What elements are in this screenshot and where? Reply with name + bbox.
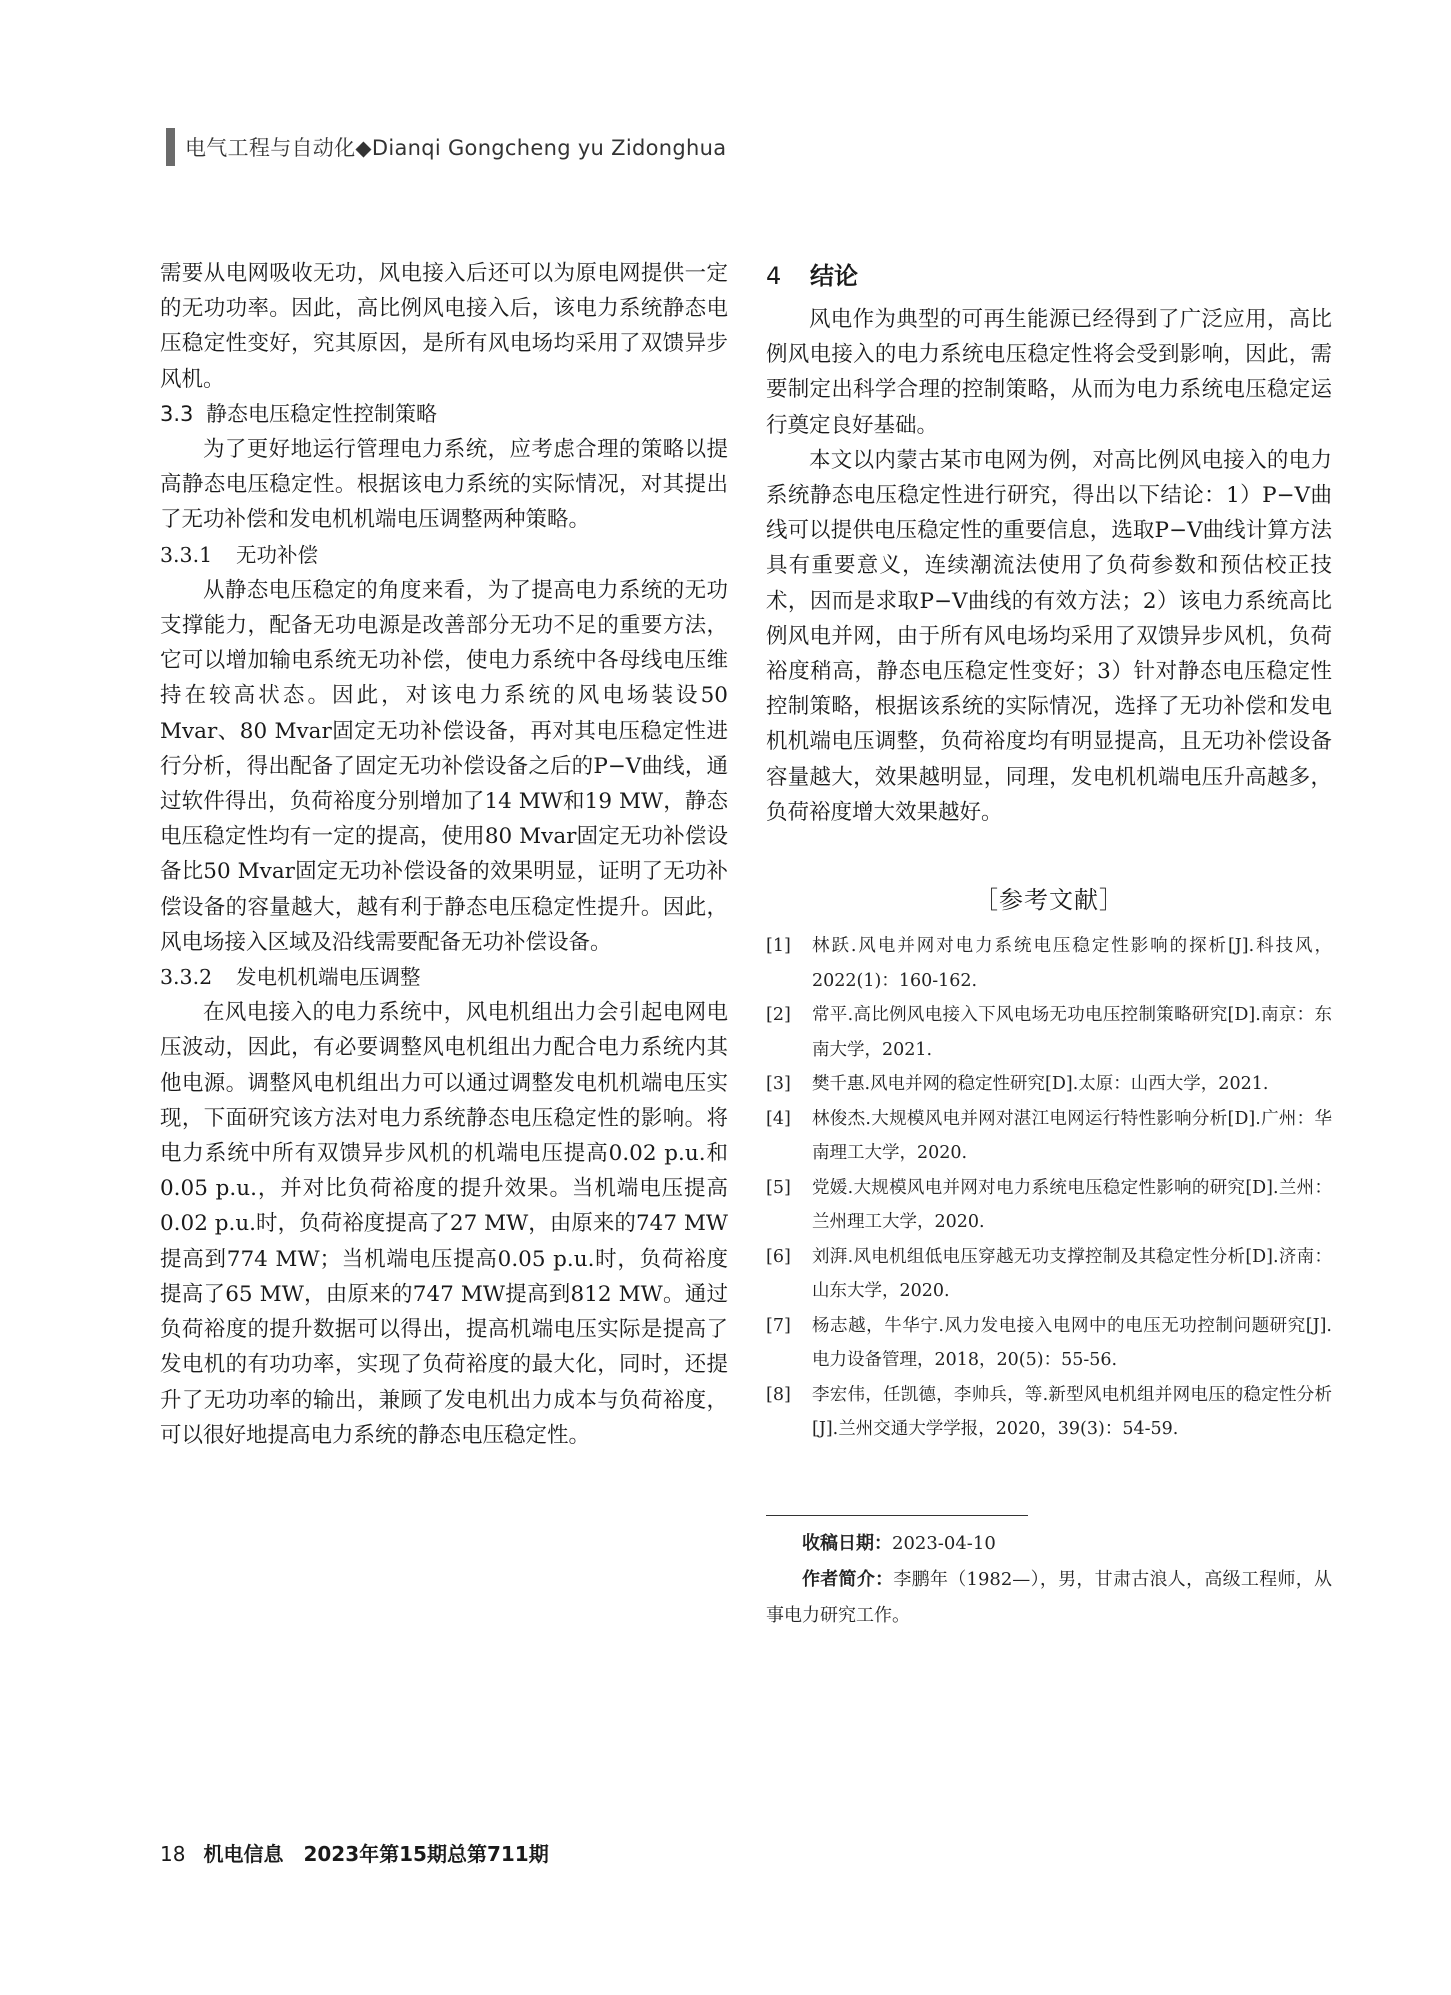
section-heading-3-3-2 <box>160 960 728 995</box>
reference-text: 党媛.大规模风电并网对电力系统电压稳定性影响的研究[D].兰州：兰州理工大学，2020. <box>812 1177 1332 1233</box>
reference-item <box>766 929 1332 998</box>
reference-number: [8] <box>766 1384 791 1405</box>
paragraph: 从静态电压稳定的角度来看，为了提高电力系统的无功支撑能力，配备无功电源是改善部分无功不足的重要方法，它可以增加输电系统无功补偿，使电力系统中各母线电压维持在较高状态。因此，对该电力系统的风电场装设50 Mvar、80 Mvar固定无功补偿设备，再对其电压稳定性进行分析，得出配备了固定无功补偿设备之后的P−V曲线，通过软件得出，负荷裕度分别增加了14 MW和19 MW，静态电压稳定性均有一定的提高，使用80 Mvar固定无功补偿设备比50 Mvar固定无功补偿设备的效果明显，证明了无功补偿设备的容量越大，越有利于静态电压稳定性提升。因此，风电场接入区域及沿线需要配备无功补偿设备。 <box>160 577 728 955</box>
section-heading-4 <box>766 256 1332 296</box>
received-label: 收稿日期： <box>802 1532 892 1554</box>
reference-text: 刘湃.风电机组低电压穿越无功支撑控制及其稳定性分析[D].济南：山东大学，2020. <box>812 1246 1332 1302</box>
page-footer <box>160 1838 549 1867</box>
author-label: 作者简介： <box>802 1568 894 1590</box>
section-heading-3-3-1 <box>160 538 728 573</box>
paragraph: 需要从电网吸收无功，风电接入后还可以为原电网提供一定的无功功率。因此，高比例风电接入后，该电力系统静态电压稳定性变好，究其原因，是所有风电场均采用了双馈异步风机。 <box>160 261 728 392</box>
reference-text: 杨志越，牛华宁.风力发电接入电网中的电压无功控制问题研究[J].电力设备管理，2018，20(5)：55-56. <box>812 1315 1332 1371</box>
running-header <box>166 128 726 166</box>
reference-item <box>766 1171 1332 1240</box>
journal-title: 电气工程与自动化◆Dianqi Gongcheng yu Zidonghua <box>185 136 727 160</box>
received-date: 2023-04-10 <box>892 1532 996 1554</box>
reference-number: [3] <box>766 1074 791 1095</box>
paragraph: 风电作为典型的可再生能源已经得到了广泛应用，高比例风电接入的电力系统电压稳定性将会受到影响，因此，需要制定出科学合理的控制策略，从而为电力系统电压稳定运行奠定良好基础。 <box>766 307 1332 438</box>
reference-item <box>766 1240 1332 1309</box>
reference-text: 常平.高比例风电接入下风电场无功电压控制策略研究[D].南京：东南大学，2021. <box>812 1005 1332 1060</box>
reference-number: [4] <box>766 1108 791 1129</box>
section-number: 3.3 <box>160 401 194 426</box>
issue-info: 机电信息 2023年第15期总第711期 <box>203 1842 549 1866</box>
section-number: 3.3.2 <box>160 965 213 990</box>
reference-text: 李宏伟，任凯德，李帅兵，等.新型风电机组并网电压的稳定性分析[J].兰州交通大学学报，2020，39(3)：54-59. <box>812 1384 1332 1440</box>
paragraph: 为了更好地运行管理电力系统，应考虑合理的策略以提高静态电压稳定性。根据该电力系统的实际情况，对其提出了无功补偿和发电机机端电压调整两种策略。 <box>160 437 728 533</box>
section-number: 4 <box>766 262 782 290</box>
reference-item <box>766 1067 1332 1102</box>
reference-number: [7] <box>766 1315 791 1336</box>
reference-number: [2] <box>766 1005 791 1026</box>
section-title: 无功补偿 <box>236 542 318 567</box>
section-title: 静态电压稳定性控制策略 <box>206 401 437 426</box>
right-column <box>766 256 1332 1634</box>
reference-item <box>766 1378 1332 1447</box>
author-info: 李鹏年（1982—），男，甘肃古浪人，高级工程师，从事电力研究工作。 <box>766 1568 1333 1626</box>
left-column <box>160 256 728 1453</box>
author-note <box>766 1562 1332 1634</box>
reference-item <box>766 1102 1332 1171</box>
reference-number: [1] <box>766 936 791 957</box>
references-list <box>766 929 1332 1447</box>
section-title: 结论 <box>810 262 858 290</box>
footnote-divider <box>766 1515 1028 1516</box>
reference-item <box>766 998 1332 1067</box>
section-number: 3.3.1 <box>160 542 213 567</box>
section-title: 发电机机端电压调整 <box>236 965 421 990</box>
section-heading-3-3 <box>160 397 728 432</box>
received-date-note <box>766 1526 1332 1562</box>
paragraph: 本文以内蒙古某市电网为例，对高比例风电接入的电力系统静态电压稳定性进行研究，得出以下结论：1）P−V曲线可以提供电压稳定性的重要信息，选取P−V曲线计算方法具有重要意义，连续潮流法使用了负荷参数和预估校正技术，因而是求取P−V曲线的有效方法；2）该电力系统高比例风电并网，由于所有风电场均采用了双馈异步风机，负荷裕度稍高，静态电压稳定性变好；3）针对静态电压稳定性控制策略，根据该系统的实际情况，选择了无功补偿和发电机机端电压调整，负荷裕度均有明显提高，且无功补偿设备容量越大，效果越明显，同理，发电机机端电压升高越多，负荷裕度增大效果越好。 <box>766 447 1332 825</box>
header-bar <box>166 128 175 166</box>
reference-number: [5] <box>766 1177 791 1198</box>
reference-item <box>766 1309 1332 1378</box>
page-number: 18 <box>160 1842 186 1866</box>
reference-text: 林俊杰.大规模风电并网对湛江电网运行特性影响分析[D].广州：华南理工大学，2020. <box>812 1108 1332 1164</box>
paragraph: 在风电接入的电力系统中，风电机组出力会引起电网电压波动，因此，有必要调整风电机组出力配合电力系统内其他电源。调整风电机组出力可以通过调整发电机机端电压实现，下面研究该方法对电力系统静态电压稳定性的影响。将电力系统中所有双馈异步风机的机端电压提高0.02 p.u.和0.05 p.u.，并对比负荷裕度的提升效果。当机端电压提高0.02 p.u.时，负荷裕度提高了27 MW，由原来的747 MW提高到774 MW；当机端电压提高0.05 p.u.时，负荷裕度提高了65 MW，由原来的747 MW提高到812 MW。通过负荷裕度的提升数据可以得出，提高机端电压实际是提高了发电机的有功功率，实现了负荷裕度的最大化，同时，还提升了无功功率的输出，兼顾了发电机出力成本与负荷裕度，可以很好地提高电力系统的静态电压稳定性。 <box>160 1000 728 1448</box>
reference-text: 樊千惠.风电并网的稳定性研究[D].太原：山西大学，2021. <box>812 1074 1269 1095</box>
references-heading: ［参考文献］ <box>974 886 1124 915</box>
reference-text: 林跃.风电并网对电力系统电压稳定性影响的探析[J].科技风，2022(1)：160-162. <box>812 936 1332 991</box>
reference-number: [6] <box>766 1246 791 1267</box>
